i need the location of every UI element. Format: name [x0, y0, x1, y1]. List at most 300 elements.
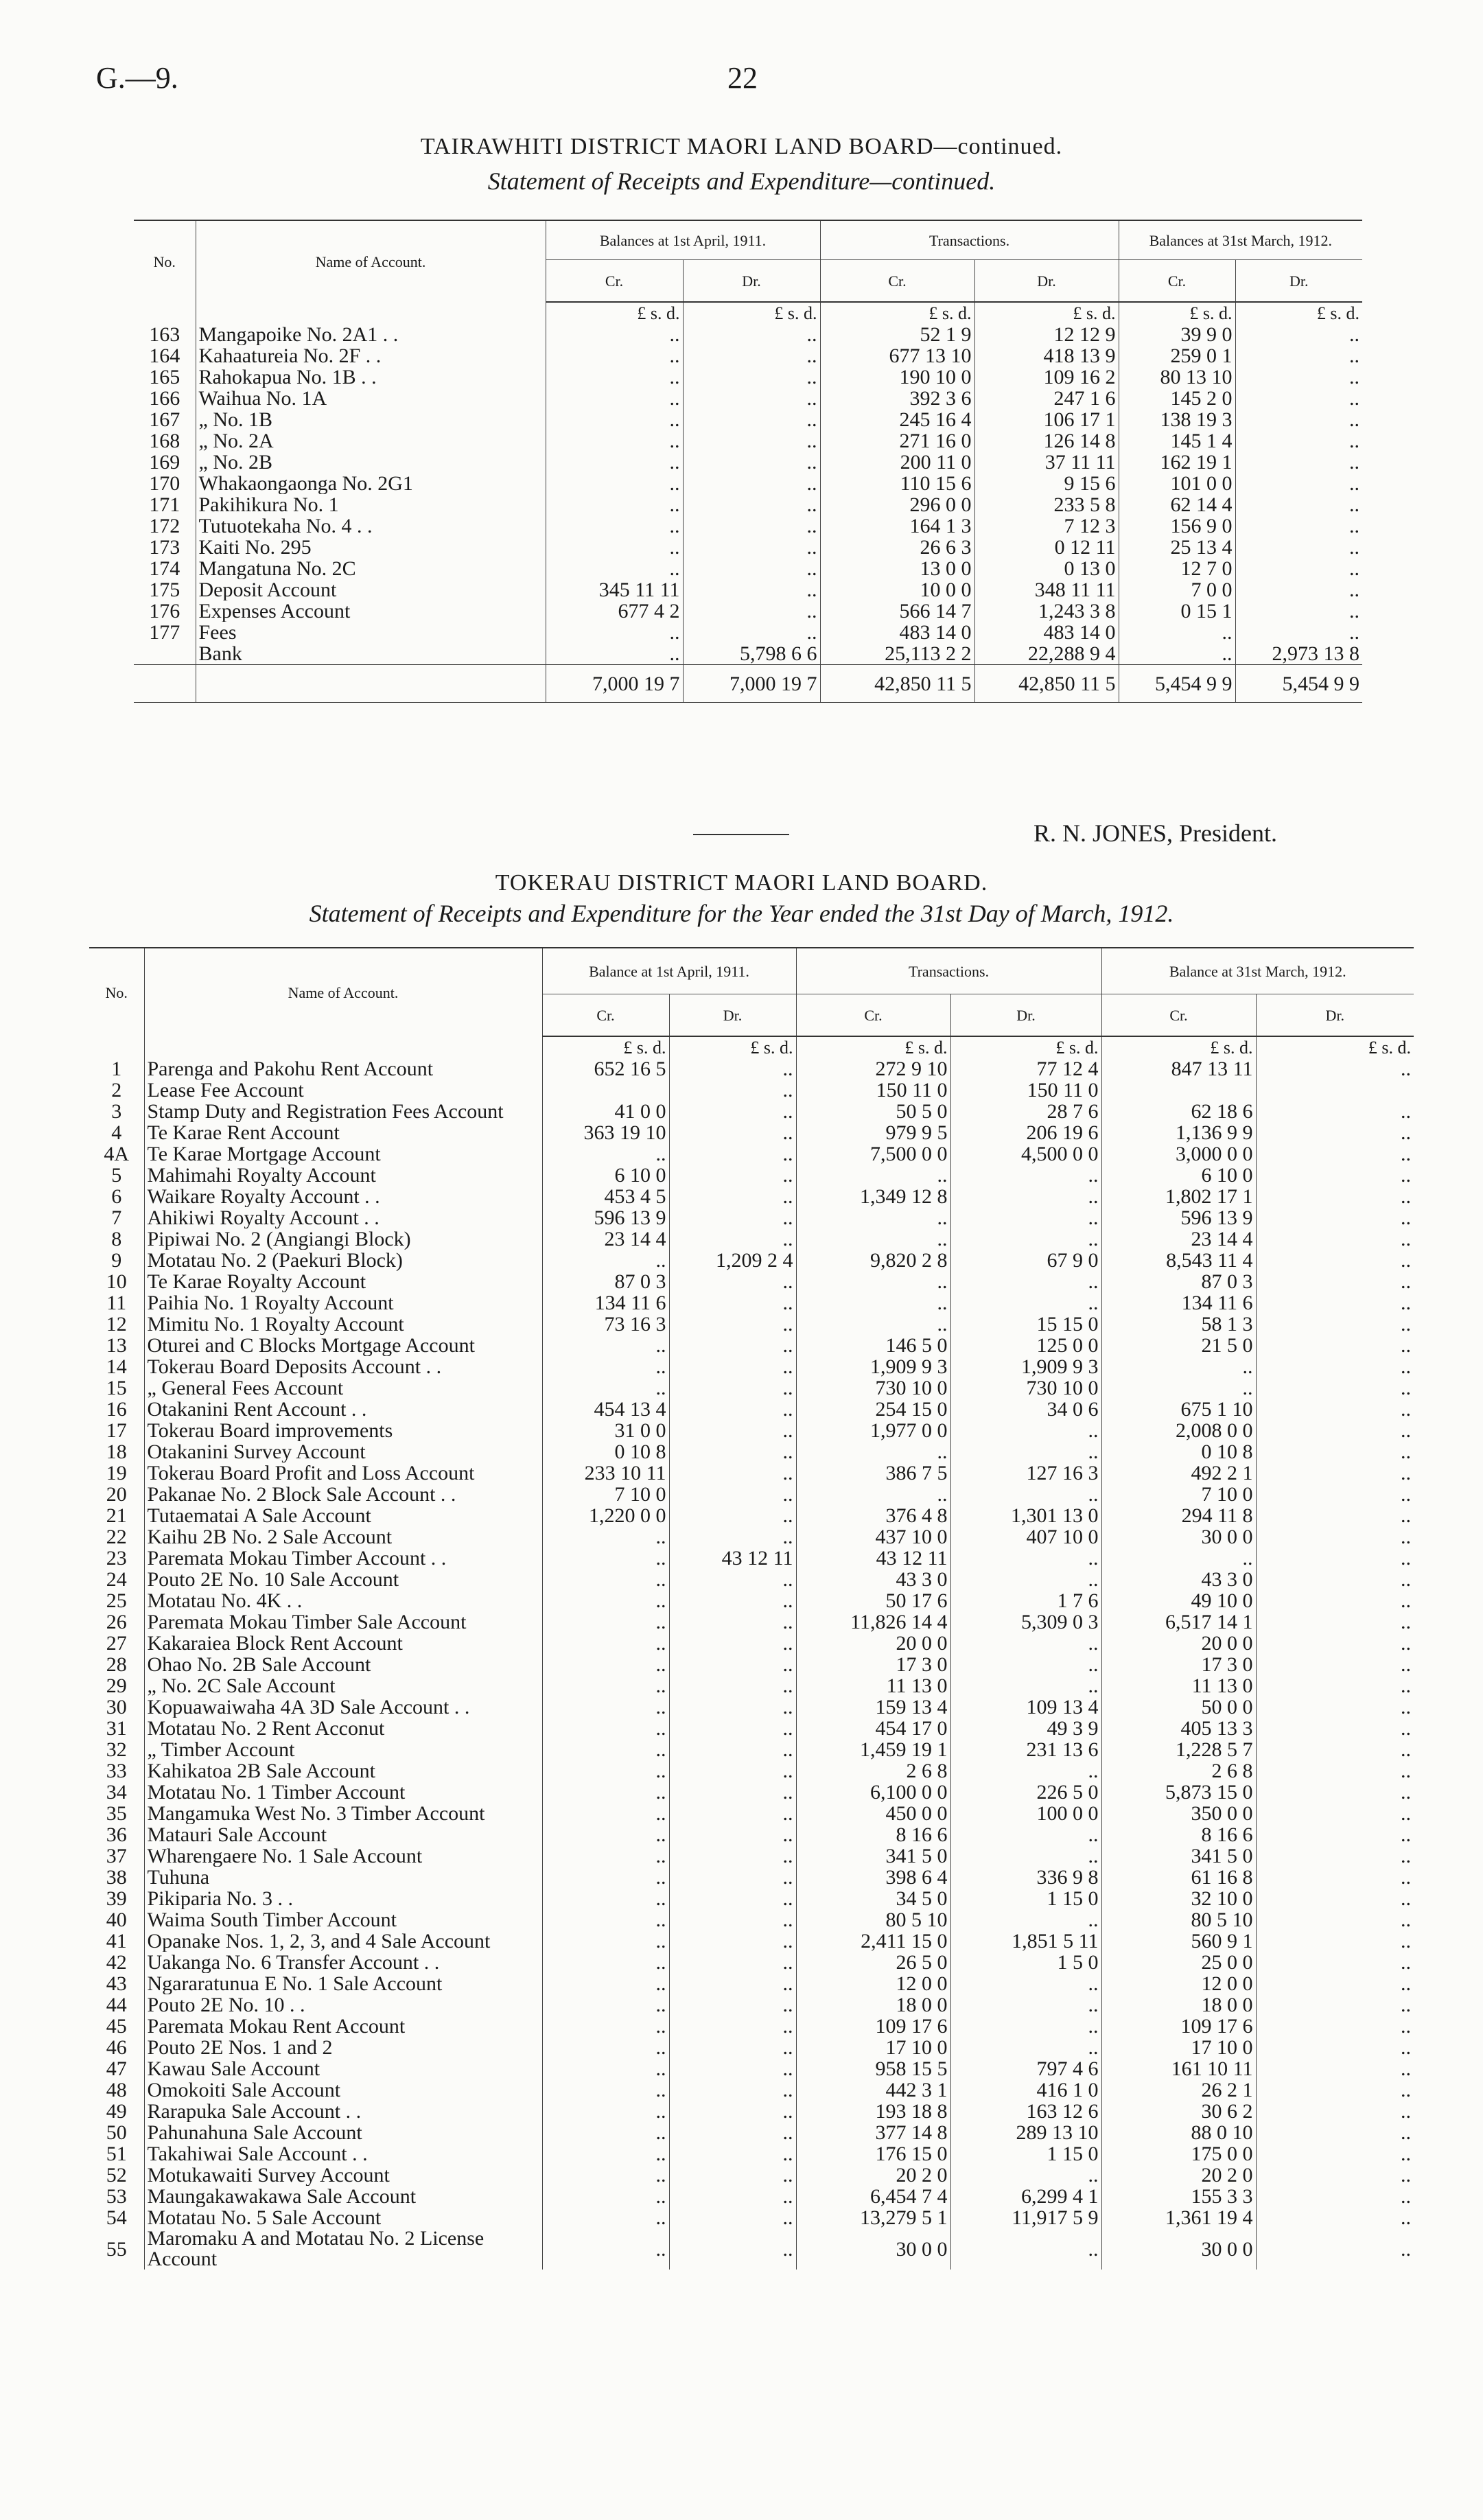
- account-number: 50: [106, 2122, 127, 2143]
- account-name: Ngararatunua E No. 1 Sale Account: [144, 1973, 542, 1994]
- table-row: [89, 1335, 1414, 1356]
- amount-be-cr: 0 10 8: [1101, 1441, 1256, 1462]
- table-row: [89, 1611, 1414, 1633]
- amount-t-cr: 20 0 0: [796, 1633, 950, 1654]
- table-row: [89, 1760, 1414, 1782]
- amount-t-dr: ..: [950, 1271, 1101, 1292]
- account-name: „ No. 2A: [196, 430, 546, 452]
- col-dr: Dr.: [669, 994, 796, 1037]
- amount-be-cr: 492 2 1: [1101, 1462, 1256, 1484]
- amount-be-cr: 30 0 0: [1101, 1526, 1256, 1548]
- account-number: 173: [149, 537, 180, 558]
- amount-t-dr: 34 0 6: [950, 1399, 1101, 1420]
- amount-bs-dr: ..: [683, 430, 820, 452]
- account-number: 48: [106, 2079, 127, 2101]
- amount-t-cr: 392 3 6: [820, 388, 974, 409]
- table-row: [89, 1909, 1414, 1930]
- account-number: 8: [111, 1228, 122, 1250]
- account-number: 28: [106, 1654, 127, 1675]
- amount-be-dr: ..: [1256, 1271, 1414, 1292]
- account-name: Tuhuna: [144, 1867, 542, 1888]
- table-row: [134, 409, 1362, 430]
- account-number: 3: [111, 1101, 122, 1122]
- amount-be-cr: 17 3 0: [1101, 1654, 1256, 1675]
- account-number: 31: [106, 1718, 127, 1739]
- amount-t-cr: 730 10 0: [796, 1377, 950, 1399]
- account-number: 32: [106, 1739, 127, 1760]
- amount-t-cr: 2,411 15 0: [796, 1930, 950, 1952]
- amount-t-dr: ..: [950, 1994, 1101, 2016]
- amount-t-cr: 17 10 0: [796, 2037, 950, 2058]
- amount-t-cr: 43 3 0: [796, 1569, 950, 1590]
- amount-bs-cr: ..: [542, 1633, 669, 1654]
- account-number: 175: [149, 579, 180, 600]
- amount-t-cr: 11 13 0: [796, 1675, 950, 1696]
- amount-be-cr: 7 0 0: [1119, 579, 1235, 600]
- amount-be-dr: ..: [1256, 2143, 1414, 2165]
- col-cr: Cr.: [546, 260, 683, 303]
- amount-t-dr: 49 3 9: [950, 1718, 1101, 1739]
- amount-be-dr: ..: [1256, 1782, 1414, 1803]
- account-name: Motatau No. 2 Rent Acconut: [144, 1718, 542, 1739]
- account-name: Kakaraiea Block Rent Account: [144, 1633, 542, 1654]
- amount-bs-dr: ..: [683, 409, 820, 430]
- account-name: Kahaatureia No. 2F . .: [196, 345, 546, 366]
- account-number: 165: [149, 366, 180, 388]
- total-bs-dr: 7,000 19 7: [683, 665, 820, 703]
- account-name: Kaihu 2B No. 2 Sale Account: [144, 1526, 542, 1548]
- account-number: 53: [106, 2186, 127, 2207]
- account-number: 30: [106, 1696, 127, 1718]
- amount-bs-dr: ..: [683, 324, 820, 345]
- units-row: [89, 1036, 1414, 1058]
- amount-bs-cr: ..: [542, 1696, 669, 1718]
- table-row: [134, 388, 1362, 409]
- amount-be-dr: ..: [1235, 600, 1362, 622]
- amount-t-cr: 80 5 10: [796, 1909, 950, 1930]
- account-name: Motukawaiti Survey Account: [144, 2165, 542, 2186]
- amount-be-cr: ..: [1119, 643, 1235, 665]
- amount-t-dr: 15 15 0: [950, 1314, 1101, 1335]
- amount-bs-cr: ..: [546, 409, 683, 430]
- amount-bs-cr: 0 10 8: [542, 1441, 669, 1462]
- account-number: 45: [106, 2016, 127, 2037]
- amount-t-cr: 450 0 0: [796, 1803, 950, 1824]
- amount-bs-cr: ..: [542, 1973, 669, 1994]
- account-number: 5: [111, 1165, 122, 1186]
- account-number: 42: [106, 1952, 127, 1973]
- account-name: Waima South Timber Account: [144, 1909, 542, 1930]
- amount-t-cr: 958 15 5: [796, 2058, 950, 2079]
- tokerau-table: [89, 947, 1414, 2270]
- account-name: Oturei and C Blocks Mortgage Account: [144, 1335, 542, 1356]
- amount-t-dr: 416 1 0: [950, 2079, 1101, 2101]
- amount-bs-cr: 7 10 0: [542, 1484, 669, 1505]
- amount-bs-cr: ..: [542, 1739, 669, 1760]
- amount-be-cr: 62 18 6: [1101, 1101, 1256, 1122]
- amount-bs-cr: ..: [542, 1824, 669, 1845]
- amount-be-dr: ..: [1256, 1824, 1414, 1845]
- amount-be-cr: 6,517 14 1: [1101, 1611, 1256, 1633]
- amount-bs-dr: ..: [669, 2122, 796, 2143]
- amount-be-dr: ..: [1256, 1462, 1414, 1484]
- amount-bs-cr: ..: [542, 2165, 669, 2186]
- amount-t-cr: 677 13 10: [820, 345, 974, 366]
- account-name: Pikiparia No. 3 . .: [144, 1888, 542, 1909]
- amount-be-dr: ..: [1256, 1548, 1414, 1569]
- currency-units: £ s. d.: [796, 1036, 950, 1058]
- amount-be-cr: 80 13 10: [1119, 366, 1235, 388]
- amount-be-cr: 20 0 0: [1101, 1633, 1256, 1654]
- table-row: [134, 600, 1362, 622]
- amount-bs-dr: ..: [683, 558, 820, 579]
- amount-t-dr: 1 15 0: [950, 2143, 1101, 2165]
- amount-be-cr: 341 5 0: [1101, 1845, 1256, 1867]
- amount-t-cr: 150 11 0: [796, 1080, 950, 1101]
- amount-t-dr: 7 12 3: [974, 515, 1119, 537]
- table-row: [89, 1654, 1414, 1675]
- table-row: [89, 1803, 1414, 1824]
- account-name: Fees: [196, 622, 546, 643]
- currency-units: £ s. d.: [669, 1036, 796, 1058]
- table-row: [89, 1441, 1414, 1462]
- amount-be-cr: 161 10 11: [1101, 2058, 1256, 2079]
- account-name: Paihia No. 1 Royalty Account: [144, 1292, 542, 1314]
- account-number: 54: [106, 2207, 127, 2228]
- account-name: Matauri Sale Account: [144, 1824, 542, 1845]
- amount-t-dr: ..: [950, 1420, 1101, 1441]
- amount-bs-dr: ..: [669, 2079, 796, 2101]
- amount-be-dr: ..: [1256, 1207, 1414, 1228]
- amount-t-cr: 17 3 0: [796, 1654, 950, 1675]
- account-number: 37: [106, 1845, 127, 1867]
- amount-be-cr: 175 0 0: [1101, 2143, 1256, 2165]
- amount-t-dr: 206 19 6: [950, 1122, 1101, 1143]
- totals-row: [134, 665, 1362, 703]
- amount-be-dr: ..: [1256, 1335, 1414, 1356]
- amount-be-cr: 17 10 0: [1101, 2037, 1256, 2058]
- table-row: [89, 2101, 1414, 2122]
- account-number: [134, 643, 196, 665]
- amount-bs-dr: ..: [669, 1122, 796, 1143]
- amount-be-cr: 2 6 8: [1101, 1760, 1256, 1782]
- amount-be-dr: ..: [1256, 2016, 1414, 2037]
- account-number: 169: [149, 452, 180, 473]
- table-row: [89, 2037, 1414, 2058]
- amount-t-dr: 11,917 5 9: [950, 2207, 1101, 2228]
- amount-bs-cr: 134 11 6: [542, 1292, 669, 1314]
- account-name: Paremata Mokau Timber Account . .: [144, 1548, 542, 1569]
- amount-t-dr: 106 17 1: [974, 409, 1119, 430]
- table-row: [134, 622, 1362, 643]
- amount-be-dr: ..: [1256, 2101, 1414, 2122]
- amount-bs-dr: ..: [683, 537, 820, 558]
- amount-t-dr: 150 11 0: [950, 1080, 1101, 1101]
- amount-t-cr: 159 13 4: [796, 1696, 950, 1718]
- amount-be-cr: 1,802 17 1: [1101, 1186, 1256, 1207]
- amount-bs-cr: 41 0 0: [542, 1101, 669, 1122]
- amount-be-dr: ..: [1235, 409, 1362, 430]
- account-number: 171: [149, 494, 180, 515]
- no-cell: [134, 302, 196, 324]
- amount-be-dr: ..: [1256, 1952, 1414, 1973]
- account-number: 20: [106, 1484, 127, 1505]
- amount-be-cr: 26 2 1: [1101, 2079, 1256, 2101]
- amount-be-cr: 8 16 6: [1101, 1824, 1256, 1845]
- currency-units: £ s. d.: [542, 1036, 669, 1058]
- account-name: Pakihikura No. 1: [196, 494, 546, 515]
- amount-bs-dr: ..: [669, 1441, 796, 1462]
- table-row: [89, 1080, 1414, 1101]
- account-name: Ohao No. 2B Sale Account: [144, 1654, 542, 1675]
- amount-t-cr: 25,113 2 2: [820, 643, 974, 665]
- amount-be-cr: 560 9 1: [1101, 1930, 1256, 1952]
- table-row: [89, 2079, 1414, 2101]
- amount-bs-cr: 233 10 11: [542, 1462, 669, 1484]
- amount-t-dr: 22,288 9 4: [974, 643, 1119, 665]
- account-name: Mimitu No. 1 Royalty Account: [144, 1314, 542, 1335]
- table-row: [134, 515, 1362, 537]
- table-row: [89, 2143, 1414, 2165]
- table-row: [89, 1271, 1414, 1292]
- amount-t-dr: 231 13 6: [950, 1739, 1101, 1760]
- amount-be-cr: 0 15 1: [1119, 600, 1235, 622]
- amount-bs-dr: ..: [669, 1462, 796, 1484]
- amount-t-cr: 164 1 3: [820, 515, 974, 537]
- amount-t-dr: 336 9 8: [950, 1867, 1101, 1888]
- amount-be-cr: 32 10 0: [1101, 1888, 1256, 1909]
- col-cr: Cr.: [542, 994, 669, 1037]
- amount-bs-cr: ..: [542, 1760, 669, 1782]
- table-row: [134, 430, 1362, 452]
- account-number: 12: [106, 1314, 127, 1335]
- amount-t-cr: ..: [796, 1165, 950, 1186]
- account-name: Takahiwai Sale Account . .: [144, 2143, 542, 2165]
- account-number: 21: [106, 1505, 127, 1526]
- amount-be-dr: ..: [1256, 1696, 1414, 1718]
- amount-bs-dr: ..: [683, 515, 820, 537]
- amount-be-cr: 18 0 0: [1101, 1994, 1256, 2016]
- amount-t-dr: ..: [950, 2037, 1101, 2058]
- amount-be-dr: ..: [1235, 430, 1362, 452]
- account-name: Maungakawakawa Sale Account: [144, 2186, 542, 2207]
- account-name: Rarapuka Sale Account . .: [144, 2101, 542, 2122]
- account-name: Tutuotekaha No. 4 . .: [196, 515, 546, 537]
- amount-be-cr: 62 14 4: [1119, 494, 1235, 515]
- amount-t-dr: 109 13 4: [950, 1696, 1101, 1718]
- amount-be-cr: 1,228 5 7: [1101, 1739, 1256, 1760]
- amount-be-dr: ..: [1256, 2058, 1414, 2079]
- amount-bs-dr: ..: [669, 1101, 796, 1122]
- amount-bs-dr: ..: [669, 1484, 796, 1505]
- account-name: Opanake Nos. 1, 2, 3, and 4 Sale Account: [144, 1930, 542, 1952]
- amount-be-cr: 145 1 4: [1119, 430, 1235, 452]
- account-name: Motatau No. 1 Timber Account: [144, 1782, 542, 1803]
- account-name: Stamp Duty and Registration Fees Account: [144, 1101, 542, 1122]
- amount-be-cr: 405 13 3: [1101, 1718, 1256, 1739]
- table-row: [89, 1143, 1414, 1165]
- amount-be-dr: ..: [1256, 2228, 1414, 2270]
- account-number: 55: [106, 2237, 127, 2261]
- amount-be-dr: ..: [1256, 1760, 1414, 1782]
- amount-t-cr: 6,100 0 0: [796, 1782, 950, 1803]
- col-no: No.: [89, 948, 144, 1036]
- amount-t-dr: ..: [950, 1675, 1101, 1696]
- table-row: [89, 2186, 1414, 2207]
- amount-be-cr: 12 7 0: [1119, 558, 1235, 579]
- amount-bs-cr: 677 4 2: [546, 600, 683, 622]
- amount-be-cr: 138 19 3: [1119, 409, 1235, 430]
- amount-be-dr: ..: [1256, 1356, 1414, 1377]
- tokerau-subtitle: Statement of Receipts and Expenditure for the Year ended the 31st Day of March, 1912.: [309, 900, 1174, 927]
- amount-bs-cr: ..: [546, 473, 683, 494]
- amount-bs-dr: ..: [669, 1505, 796, 1526]
- currency-units: £ s. d.: [820, 302, 974, 324]
- amount-bs-dr: ..: [669, 1143, 796, 1165]
- amount-be-cr: 50 0 0: [1101, 1696, 1256, 1718]
- amount-t-dr: 1 15 0: [950, 1888, 1101, 1909]
- amount-be-cr: 155 3 3: [1101, 2186, 1256, 2207]
- amount-bs-cr: ..: [542, 1377, 669, 1399]
- amount-bs-dr: ..: [669, 1824, 796, 1845]
- amount-bs-dr: ..: [669, 2165, 796, 2186]
- amount-t-dr: 126 14 8: [974, 430, 1119, 452]
- table-row: [89, 1250, 1414, 1271]
- amount-be-cr: 156 9 0: [1119, 515, 1235, 537]
- amount-bs-cr: ..: [542, 1952, 669, 1973]
- account-name: Pahunahuna Sale Account: [144, 2122, 542, 2143]
- amount-bs-dr: ..: [683, 452, 820, 473]
- amount-be-dr: ..: [1256, 1058, 1414, 1080]
- amount-be-dr: ..: [1256, 1569, 1414, 1590]
- amount-bs-cr: ..: [542, 1548, 669, 1569]
- table-row: [134, 494, 1362, 515]
- total-t-dr: 42,850 11 5: [974, 665, 1119, 703]
- table-row: [89, 1186, 1414, 1207]
- amount-t-cr: 20 2 0: [796, 2165, 950, 2186]
- account-name: „ No. 1B: [196, 409, 546, 430]
- amount-be-cr: 6 10 0: [1101, 1165, 1256, 1186]
- amount-bs-dr: ..: [683, 388, 820, 409]
- currency-units: £ s. d.: [1101, 1036, 1256, 1058]
- amount-t-cr: 386 7 5: [796, 1462, 950, 1484]
- total-bs-cr: 7,000 19 7: [546, 665, 683, 703]
- amount-bs-cr: ..: [542, 1654, 669, 1675]
- amount-t-dr: 9 15 6: [974, 473, 1119, 494]
- amount-t-dr: 1,851 5 11: [950, 1930, 1101, 1952]
- amount-bs-cr: ..: [542, 1782, 669, 1803]
- amount-t-dr: ..: [950, 1441, 1101, 1462]
- amount-bs-cr: ..: [542, 1356, 669, 1377]
- amount-t-cr: 50 17 6: [796, 1590, 950, 1611]
- name-cell: [144, 1036, 542, 1058]
- amount-bs-dr: ..: [669, 1058, 796, 1080]
- amount-t-cr: 13 0 0: [820, 558, 974, 579]
- amount-t-dr: ..: [950, 1654, 1101, 1675]
- account-name: „ No. 2C Sale Account: [144, 1675, 542, 1696]
- amount-t-cr: 483 14 0: [820, 622, 974, 643]
- amount-t-dr: 100 0 0: [950, 1803, 1101, 1824]
- amount-be-cr: 20 2 0: [1101, 2165, 1256, 2186]
- amount-be-cr: 596 13 9: [1101, 1207, 1256, 1228]
- amount-bs-dr: ..: [669, 2101, 796, 2122]
- amount-be-dr: ..: [1256, 1228, 1414, 1250]
- amount-be-cr: 30 0 0: [1101, 2228, 1256, 2270]
- amount-be-dr: ..: [1256, 2207, 1414, 2228]
- amount-bs-cr: ..: [542, 2016, 669, 2037]
- tairawhiti-title: TAIRAWHITI DISTRICT MAORI LAND BOARD—continued.: [420, 134, 1063, 159]
- account-name: Te Karae Mortgage Account: [144, 1143, 542, 1165]
- amount-bs-cr: ..: [542, 1250, 669, 1271]
- account-number: 44: [106, 1994, 127, 2016]
- amount-bs-cr: ..: [542, 2207, 669, 2228]
- account-name: Otakanini Survey Account: [144, 1441, 542, 1462]
- amount-be-dr: ..: [1256, 1526, 1414, 1548]
- account-name: Expenses Account: [196, 600, 546, 622]
- account-name: Deposit Account: [196, 579, 546, 600]
- amount-bs-cr: 1,220 0 0: [542, 1505, 669, 1526]
- table-row: [89, 1292, 1414, 1314]
- amount-bs-dr: ..: [669, 1314, 796, 1335]
- amount-be-cr: 1,136 9 9: [1101, 1122, 1256, 1143]
- col-cr: Cr.: [796, 994, 950, 1037]
- table-row: [89, 2016, 1414, 2037]
- amount-t-cr: 50 5 0: [796, 1101, 950, 1122]
- amount-bs-dr: ..: [669, 2143, 796, 2165]
- amount-be-dr: ..: [1256, 1399, 1414, 1420]
- amount-bs-cr: ..: [542, 1909, 669, 1930]
- amount-be-dr: ..: [1256, 1377, 1414, 1399]
- col-balance-start: Balances at 1st April, 1911.: [546, 220, 820, 260]
- amount-bs-dr: ..: [669, 1675, 796, 1696]
- amount-t-dr: 109 16 2: [974, 366, 1119, 388]
- amount-bs-dr: ..: [669, 1420, 796, 1441]
- col-name: Name of Account.: [144, 948, 542, 1036]
- amount-t-cr: 245 16 4: [820, 409, 974, 430]
- amount-t-dr: ..: [950, 1165, 1101, 1186]
- amount-t-cr: ..: [796, 1484, 950, 1505]
- amount-t-dr: 6,299 4 1: [950, 2186, 1101, 2207]
- table-row: [89, 1228, 1414, 1250]
- amount-t-cr: 271 16 0: [820, 430, 974, 452]
- account-number: 170: [149, 473, 180, 494]
- amount-t-cr: ..: [796, 1292, 950, 1314]
- amount-be-dr: ..: [1256, 1973, 1414, 1994]
- account-name: Pouto 2E Nos. 1 and 2: [144, 2037, 542, 2058]
- amount-t-cr: ..: [796, 1207, 950, 1228]
- amount-bs-cr: ..: [542, 1335, 669, 1356]
- table-row: [89, 1845, 1414, 1867]
- account-name: Pouto 2E No. 10 Sale Account: [144, 1569, 542, 1590]
- amount-bs-cr: ..: [542, 1526, 669, 1548]
- account-name: Wharengaere No. 1 Sale Account: [144, 1845, 542, 1867]
- account-name: Uakanga No. 6 Transfer Account . .: [144, 1952, 542, 1973]
- table-row: [89, 1739, 1414, 1760]
- amount-be-cr: 294 11 8: [1101, 1505, 1256, 1526]
- account-number: 41: [106, 1930, 127, 1952]
- amount-t-cr: 200 11 0: [820, 452, 974, 473]
- amount-be-dr: ..: [1256, 2079, 1414, 2101]
- amount-bs-cr: 652 16 5: [542, 1058, 669, 1080]
- amount-be-dr: ..: [1256, 1888, 1414, 1909]
- amount-t-dr: 0 13 0: [974, 558, 1119, 579]
- amount-t-cr: 1,349 12 8: [796, 1186, 950, 1207]
- no-cell: [89, 1036, 144, 1058]
- amount-be-cr: 30 6 2: [1101, 2101, 1256, 2122]
- amount-t-cr: 10 0 0: [820, 579, 974, 600]
- table-row: [89, 2165, 1414, 2186]
- amount-bs-cr: ..: [546, 515, 683, 537]
